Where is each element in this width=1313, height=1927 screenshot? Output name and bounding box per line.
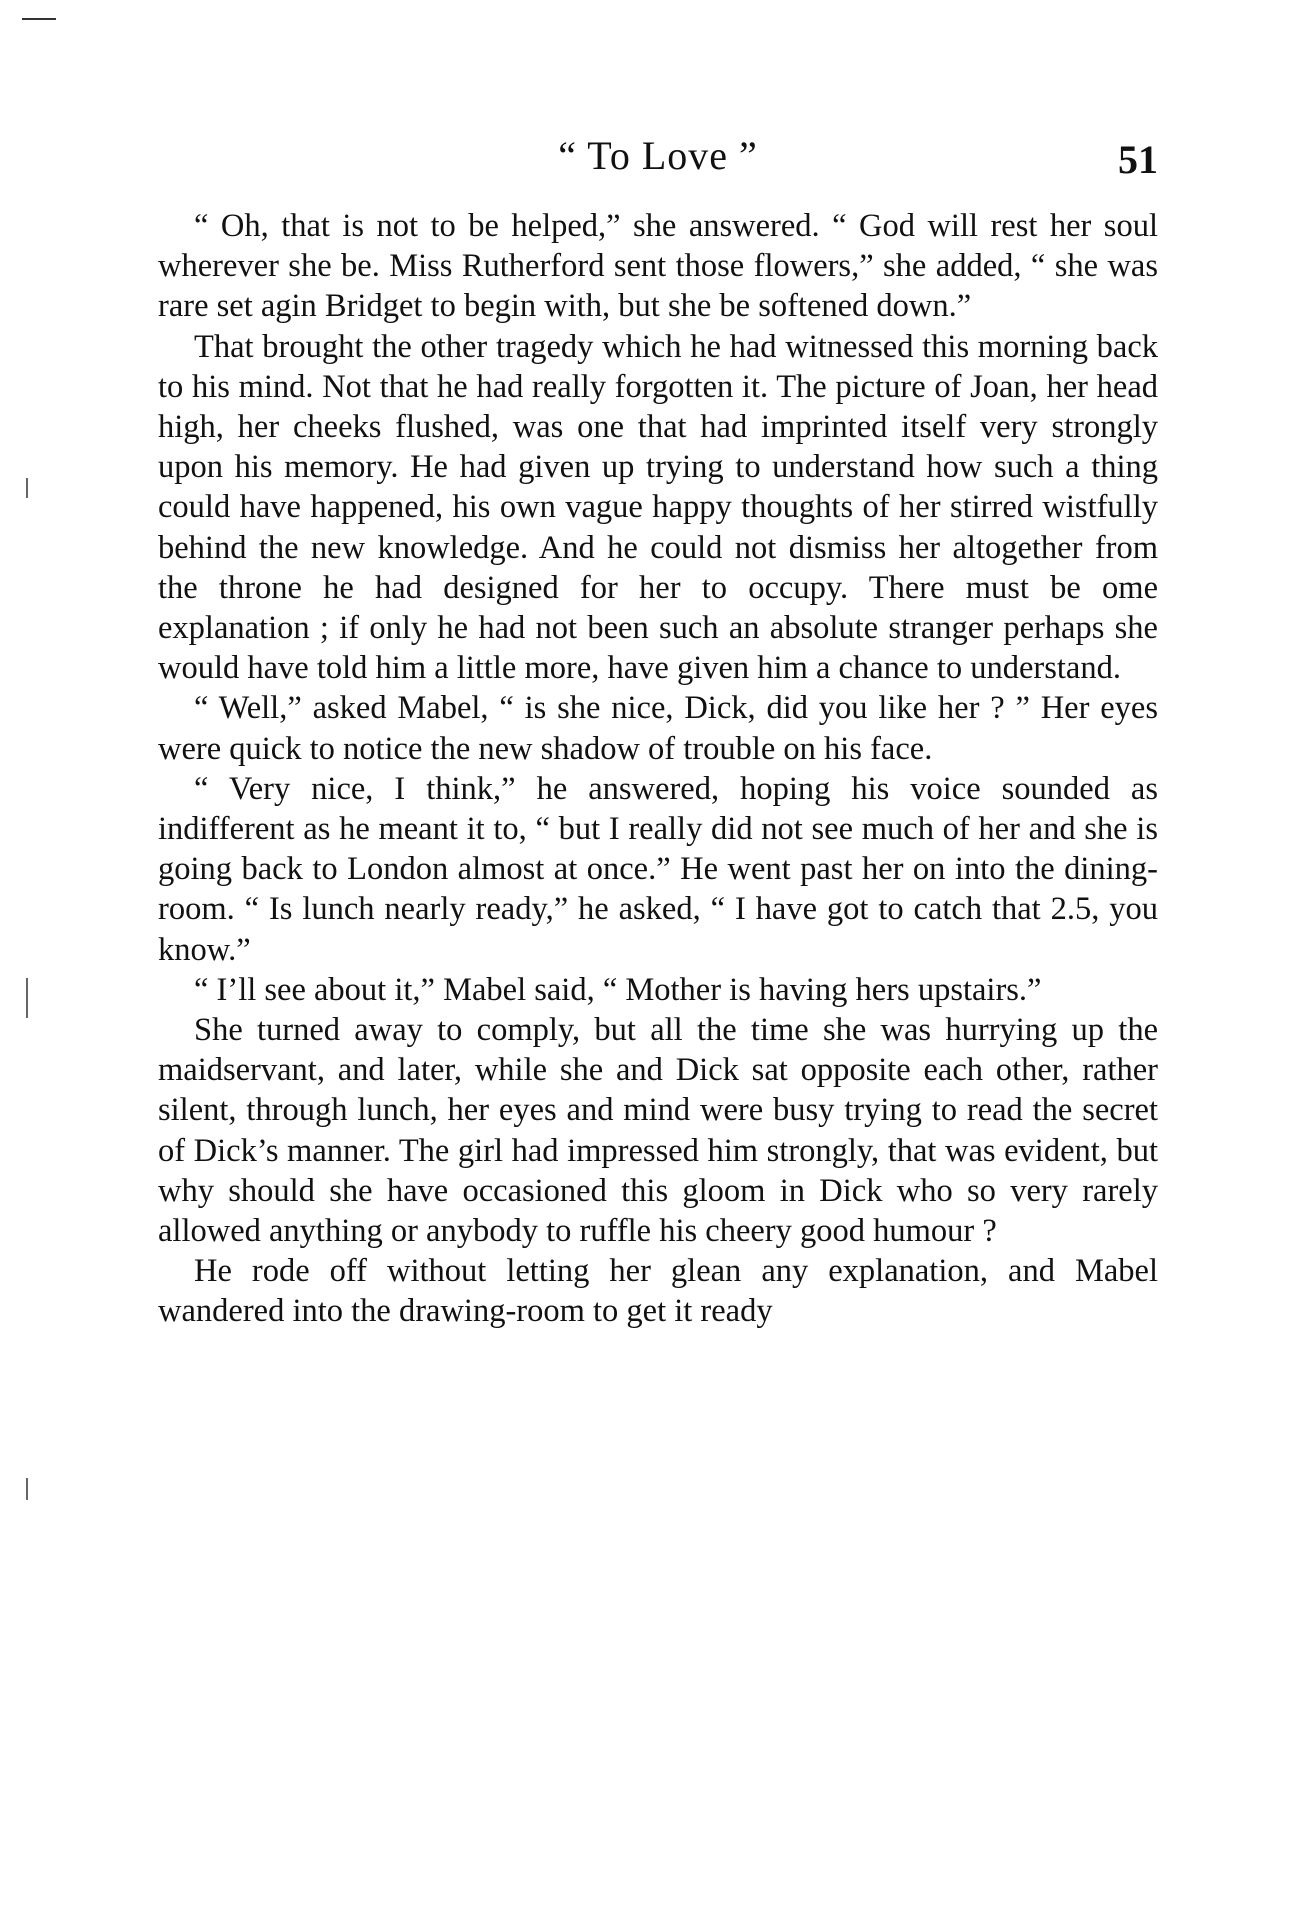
margin-speck <box>26 478 28 498</box>
paragraph: He rode off without letting her glean any explanation, and Mabel wandered into the drawing-room to get it ready <box>158 1253 1158 1330</box>
margin-speck <box>26 978 28 1018</box>
top-edge-rule <box>22 18 56 20</box>
paragraph: She turned away to comply, but all the time she was hurrying up the maidservant, and later, while she and Dick sat opposite each other, rather silent, through lunch, her eyes and mind were busy trying to read the secret of Dick’s manner. The girl had impressed him strongly, that was evident, but why should she have occasioned this gloom in Dick who so very rarely allowed anything or anybody to ruffle his cheery good humour ? <box>158 1012 1158 1250</box>
running-title: “ To Love ” <box>558 133 758 178</box>
body-text <box>158 206 1158 1332</box>
page-number: 51 <box>1118 137 1158 182</box>
paragraph: “ Oh, that is not to be helped,” she answered. “ God will rest her soul wherever she be. Miss Rutherford sent those flowers,” she added, “ she was rare set agin Bridget to begin with, but she be softened down.” <box>158 208 1158 325</box>
paragraph: “ I’ll see about it,” Mabel said, “ Mother is having hers upstairs.” <box>194 971 1042 1008</box>
paragraph: That brought the other tragedy which he had witnessed this morning back to his mind. Not that he had really forgotten it. The picture of Joan, her head high, her cheeks flushed, was one that had imprinted itself very strongly upon his memory. He had given up trying to understand how such a thing could have happened, his own vague happy thoughts of her stirred wistfully behind the new knowledge. And he could not dismiss her altogether from the throne he had designed for her to occupy. There must be ome explanation ; if only he had not been such an absolute stranger perhaps she would have told him a little more, have given him a chance to understand. <box>158 328 1158 687</box>
paragraph: “ Well,” asked Mabel, “ is she nice, Dick, did you like her ? ” Her eyes were quick to notice the new shadow of trouble on his face. <box>158 690 1158 767</box>
margin-speck <box>26 1478 28 1500</box>
paragraph: “ Very nice, I think,” he answered, hoping his voice sounded as indifferent as he meant it to, “ but I really did not see much of her and she is going back to London almost at once.” He went past her on into the dining-room. “ Is lunch nearly ready,” he asked, “ I have got to catch that 2.5, you know.” <box>158 770 1158 968</box>
page-header <box>158 132 1158 192</box>
